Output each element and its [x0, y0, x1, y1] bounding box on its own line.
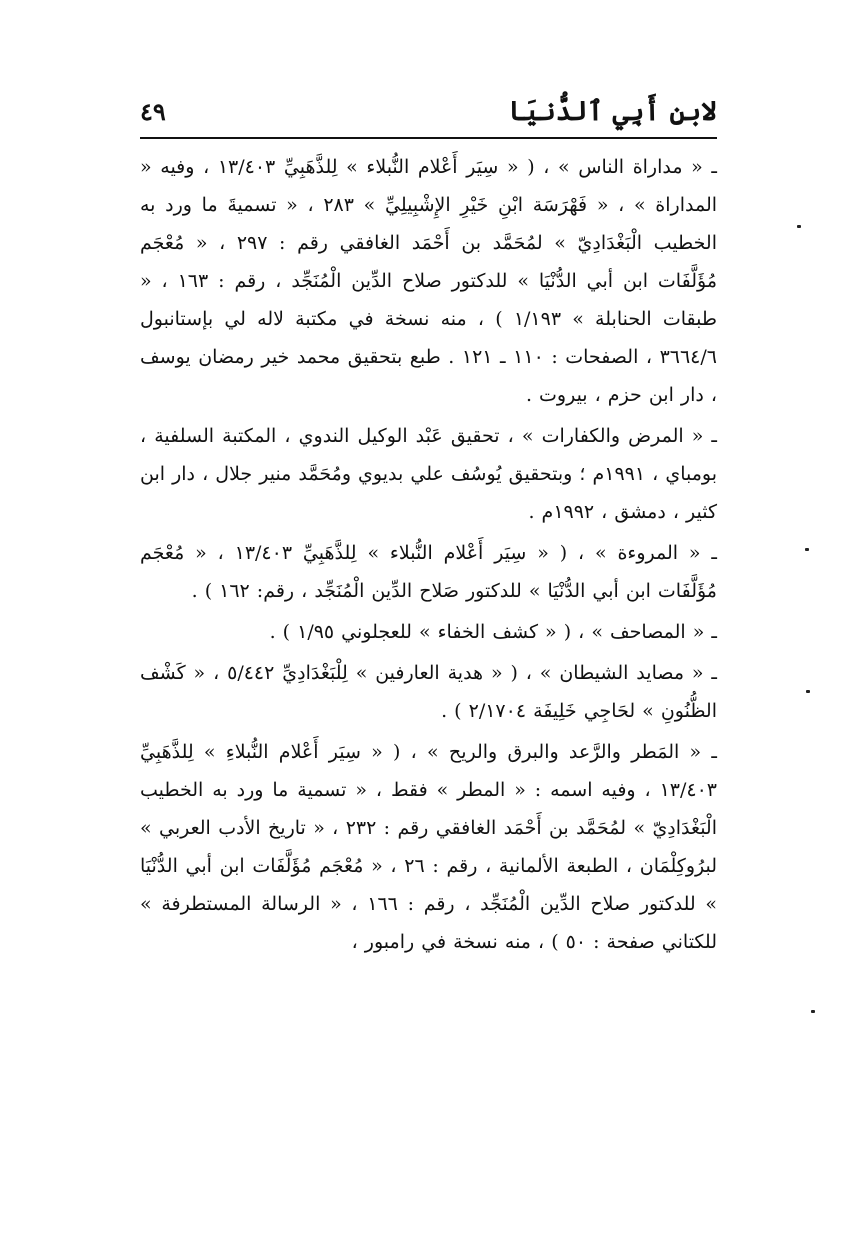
- margin-speck: [811, 1010, 815, 1013]
- entry-al-matar-wal-rad: ـ « المَطر والرَّعد والبرق والريح » ، ( « سِيَر أَعْلام النُّبلاءِ » لِلذَّهَبِيِّ ١٣/٤٠٣ ، وفيه اسمه : « المطر » فقط ، « تسمية ما ورد به الخطيب الْبَغْدَادِيّ » لمُحَمَّد بن أَحْمَد الغافقي رقم : ٢٣٢ ، « تاريخ الأدب العربي » لبرُوكِلْمَان ، الطبعة الألمانية ، رقم : ٢٦ ، « مُعْجَم مُؤَلَّفَات ابن أبي الدُّنْيَا » للدكتور صلاح الدِّين الْمُنَجِّد ، رقم : ١٦٦ ، « الرسالة المستطرفة » للكتاني صفحة : ٥٠ ) ، منه نسخة في رامبور ،: [140, 741, 718, 953]
- running-title: لابنِ أَبِي ٱلدُّنيَا: [508, 96, 717, 127]
- entry-al-marad-wal-kaffarat: ـ « المرض والكفارات » ، تحقيق عَبْد الوكيل الندوي ، المكتبة السلفية ، بومباي ، ١٩٩١م ؛ وبتحقيق يُوسُف علي بديوي ومُحَمَّد منير جلال ، دار ابن كثير ، دمشق ، ١٩٩٢م .: [140, 425, 717, 523]
- margin-speck: [805, 548, 809, 551]
- entry-masayid-al-shaytan: ـ « مصايد الشيطان » ، ( « هدية العارفين » لِلْبَغْدَادِيِّ ٥/٤٤٢ ، « كَشْف الظُّنُونِ » لحَاجِي خَلِيفَة ٢/١٧٠٤ ) .: [140, 662, 717, 722]
- margin-speck: [806, 690, 810, 693]
- page-header: [140, 82, 717, 132]
- entry-al-muruah: ـ « المروءة » ، ( « سِيَر أَعْلام النُّبلاء » لِلذَّهَبِيِّ ١٣/٤٠٣ ، « مُعْجَم مُؤَلَّفَات ابن أبي الدُّنْيَا » للدكتور صَلاح الدِّين الْمُنَجِّد ، رقم: ١٦٢ ) .: [140, 542, 717, 602]
- page-number: ٤٩: [140, 97, 166, 126]
- entry-list: [140, 148, 717, 964]
- header-rule: [140, 137, 717, 139]
- entry-mudarat-al-nas: ـ « مداراة الناس » ، ( « سِيَر أَعْلام النُّبلاء » لِلذَّهَبِيِّ ١٣/٤٠٣ ، وفيه « المداراة » ، « فَهْرَسَة ابْنِ خَيْرِ الإِشْبِيلِيِّ » ٢٨٣ ، « تسميةَ ما ورد به الخطيب الْبَغْدَادِيّ » لمُحَمَّد بن أَحْمَد الغافقي رقم : ٢٩٧ ، « مُعْجَم مُؤَلَّفَات ابن أبي الدُّنْيَا » للدكتور صلاح الدِّين الْمُنَجِّد ، رقم : ١٦٣ ، « طبقات الحنابلة » ١/١٩٣ ) ، منه نسخة في مكتبة لاله لي بإستانبول ٣٦٦٤/٦ ، الصفحات : ١١٠ ـ ١٢١ . طبع بتحقيق محمد خير رمضان يوسف ، دار ابن حزم ، بيروت .: [140, 156, 718, 406]
- entry-al-masahif: ـ « المصاحف » ، ( « كشف الخفاء » للعجلوني ١/٩٥ ) .: [269, 621, 717, 643]
- margin-speck: [797, 225, 801, 228]
